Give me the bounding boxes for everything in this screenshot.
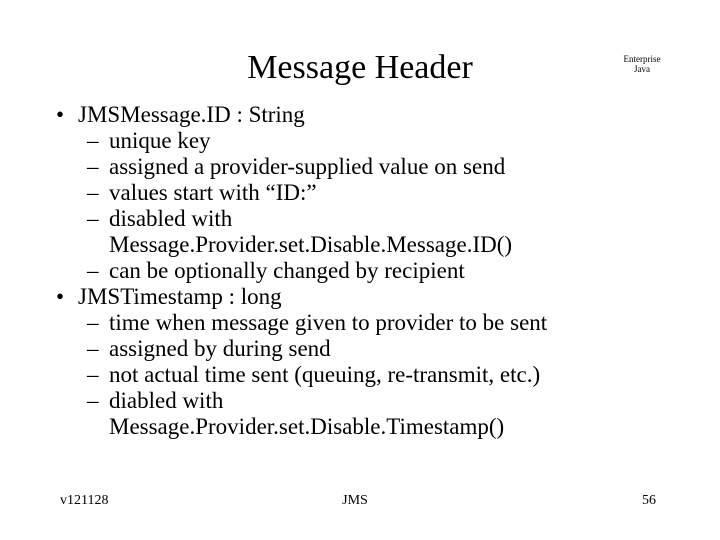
bullet-text: JMSTimestamp : long: [78, 284, 282, 309]
bullet-text: JMSMessage.ID : String: [78, 102, 305, 127]
sub-bullet-item: [56, 206, 696, 232]
sub-bullet-item: [56, 128, 696, 154]
dash-marker: –: [87, 206, 99, 231]
sub-bullet-item: [56, 310, 696, 336]
dash-marker: –: [87, 310, 99, 335]
bullet-dot: •: [56, 102, 65, 127]
bullet-dot: •: [56, 284, 65, 309]
corner-label-line-2: Java: [634, 64, 650, 74]
sub-bullet-text: assigned by during send: [109, 336, 331, 361]
sub-bullet-item: [56, 388, 696, 414]
sub-bullet-item: [56, 154, 696, 180]
dash-marker: –: [87, 154, 99, 179]
dash-marker: –: [87, 336, 99, 361]
sub-bullet-text: Message.Provider.set.Disable.Timestamp(): [109, 414, 505, 439]
slide-title: Message Header: [247, 49, 473, 86]
corner-label: [612, 54, 672, 74]
sub-bullet-text: assigned a provider-supplied value on send: [109, 154, 506, 179]
sub-bullet-text: time when message given to provider to be sent: [109, 310, 548, 335]
sub-bullet-item: [56, 336, 696, 362]
sub-bullet-text: not actual time sent (queuing, re-transmit, etc.): [109, 362, 541, 387]
sub-bullet-text: unique key: [109, 128, 211, 153]
sub-bullet-continuation: [56, 232, 696, 258]
bullet-item: [56, 102, 696, 128]
sub-bullet-item: [56, 258, 696, 284]
dash-marker: –: [87, 128, 99, 153]
sub-bullet-text: disabled with: [109, 206, 233, 231]
sub-bullet-text: values start with “ID:”: [109, 180, 317, 205]
sub-bullet-text: can be optionally changed by recipient: [109, 258, 465, 283]
dash-marker: –: [87, 362, 99, 387]
footer-page-number: 56: [642, 493, 656, 508]
sub-bullet-continuation: [56, 414, 696, 440]
sub-bullet-text: Message.Provider.set.Disable.Message.ID(): [109, 232, 513, 257]
bullet-item: [56, 284, 696, 310]
dash-marker: –: [87, 180, 99, 205]
footer-version: v121128: [60, 493, 109, 508]
dash-marker: –: [87, 258, 99, 283]
sub-bullet-item: [56, 362, 696, 388]
sub-bullet-text: diabled with: [109, 388, 224, 413]
dash-marker: –: [87, 388, 99, 413]
footer-topic: JMS: [342, 493, 368, 508]
bullet-list: [56, 102, 696, 440]
corner-label-line-1: Enterprise: [623, 54, 661, 64]
sub-bullet-item: [56, 180, 696, 206]
